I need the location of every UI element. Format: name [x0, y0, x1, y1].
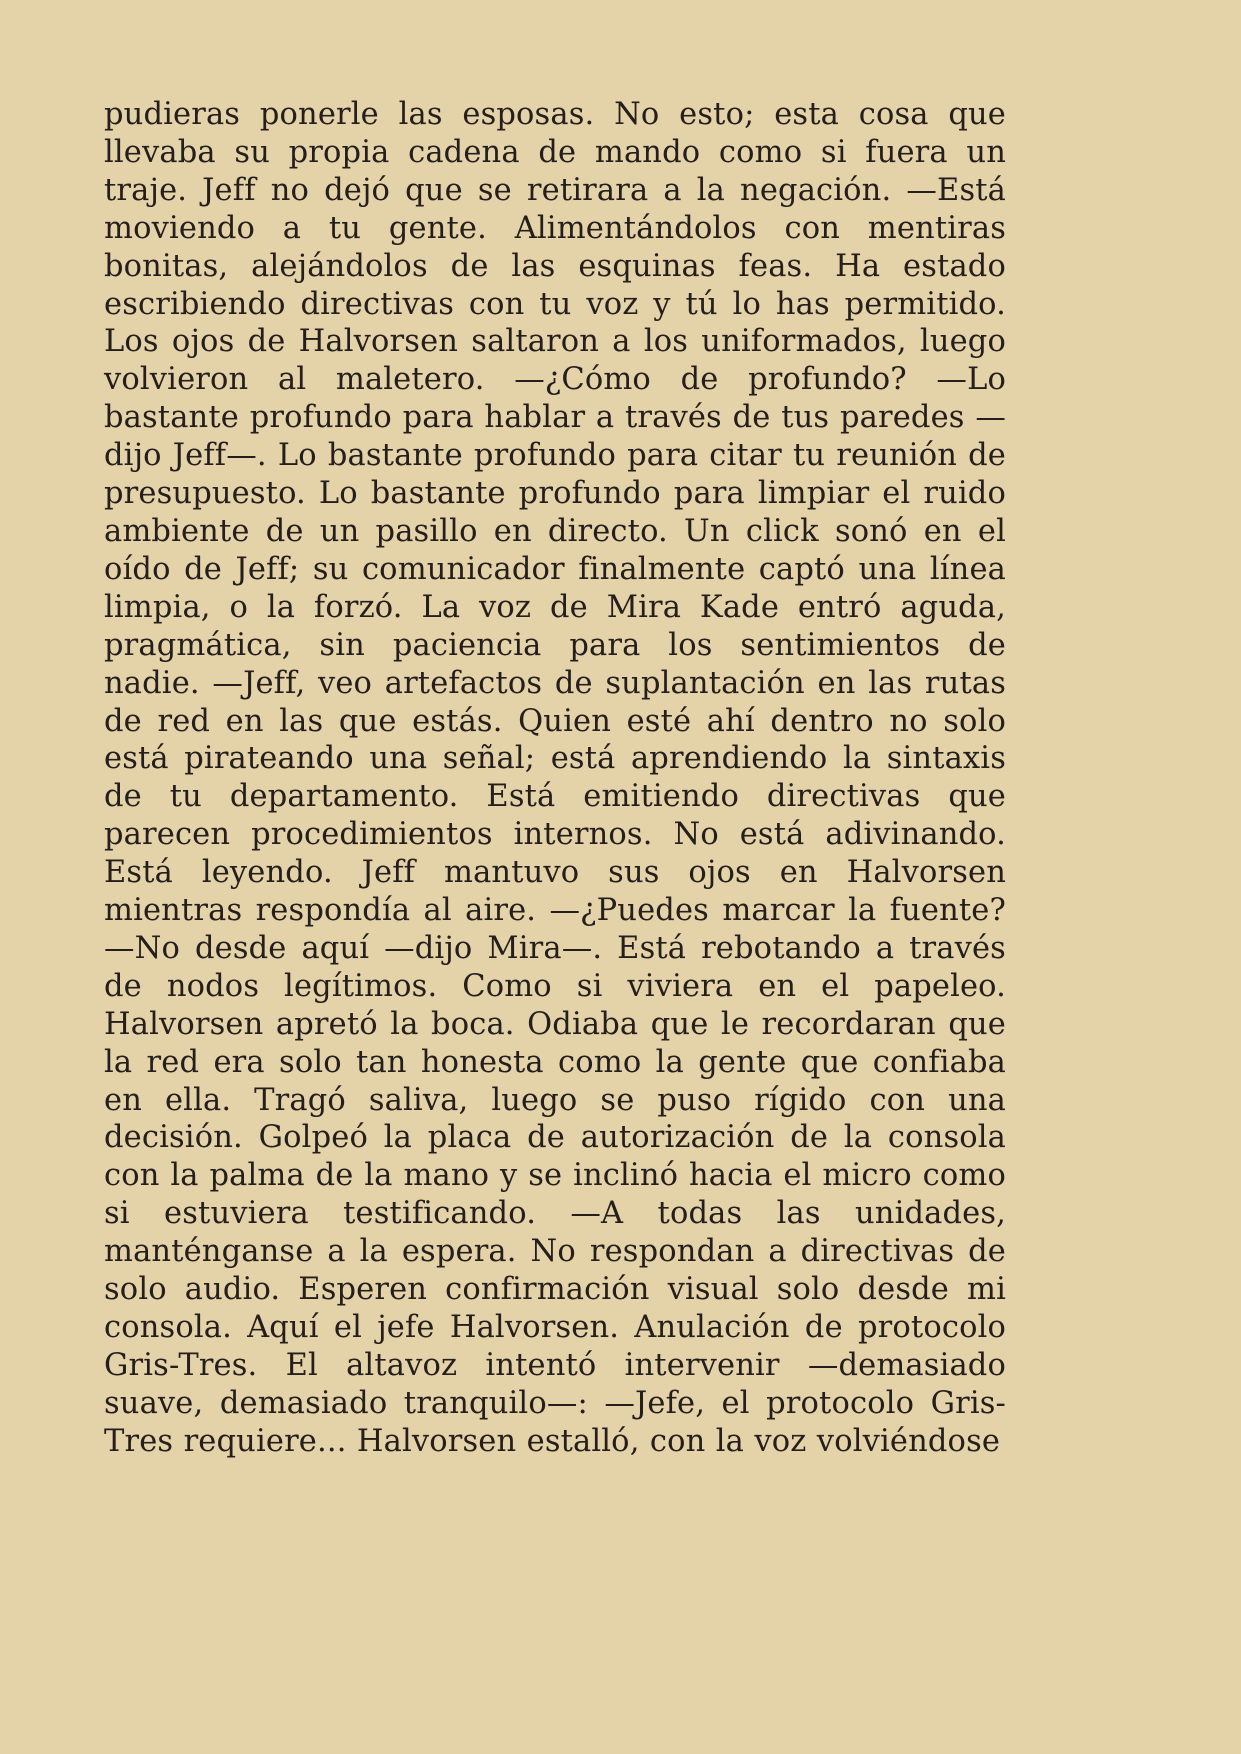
text-column [104, 96, 1006, 1461]
body-paragraph: pudieras ponerle las esposas. No esto; esta cosa que llevaba su propia cadena de mando como si fuera un traje. Jeff no dejó que se retirara a la negación. —Está moviendo a tu gente. Alimentándolos con mentiras bonitas, alejándolos de las esquinas feas. Ha estado escribiendo directivas con tu voz y tú lo has permitido. Los ojos de Halvorsen saltaron a los uniformados, luego volvieron al maletero. —¿Cómo de profundo? —Lo bastante profundo para hablar a través de tus paredes —dijo Jeff—. Lo bastante profundo para citar tu reunión de presupuesto. Lo bastante profundo para limpiar el ruido ambiente de un pasillo en directo. Un click sonó en el oído de Jeff; su comunicador finalmente captó una línea limpia, o la forzó. La voz de Mira Kade entró aguda, pragmática, sin paciencia para los sentimientos de nadie. —Jeff, veo artefactos de suplantación en las rutas de red en las que estás. Quien esté ahí dentro no solo está pirateando una señal; está aprendiendo la sintaxis de tu departamento. Está emitiendo directivas que parecen procedimientos internos. No está adivinando. Está leyendo. Jeff mantuvo sus ojos en Halvorsen mientras respondía al aire. —¿Puedes marcar la fuente? —No desde aquí —dijo Mira—. Está rebotando a través de nodos legítimos. Como si viviera en el papeleo. Halvorsen apretó la boca. Odiaba que le recordaran que la red era solo tan honesta como la gente que confiaba en ella. Tragó saliva, luego se puso rígido con una decisión. Golpeó la placa de autorización de la consola con la palma de la mano y se inclinó hacia el micro como si estuviera testificando. —A todas las unidades, manténganse a la espera. No respondan a directivas de solo audio. Esperen confirmación visual solo desde mi consola. Aquí el jefe Halvorsen. Anulación de protocolo Gris-Tres. El altavoz intentó intervenir —demasiado suave, demasiado tranquilo—: —Jefe, el protocolo Gris-Tres requiere... Halvorsen estalló, con la voz volviéndose [104, 97, 1006, 1459]
